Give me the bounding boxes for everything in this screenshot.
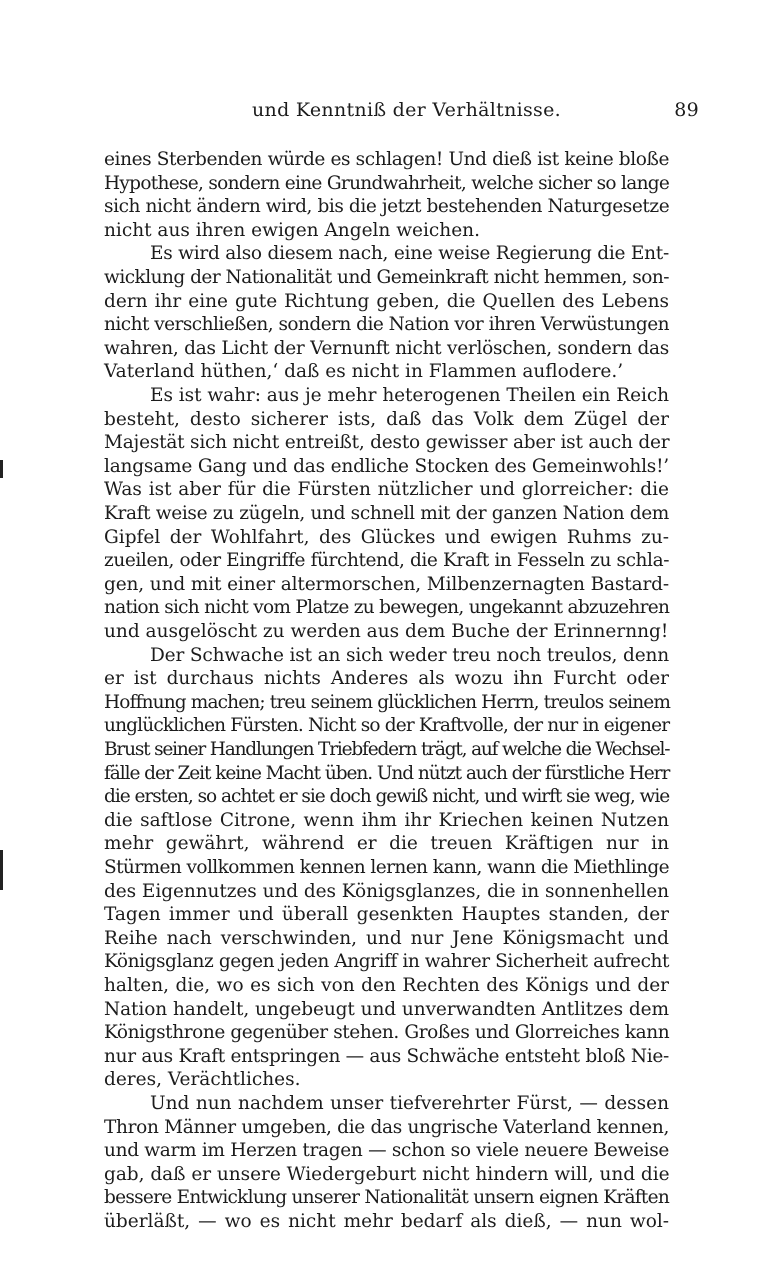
text-line: und warm im Herzen tragen — schon so viele neuere Beweise: [104, 1140, 669, 1162]
text-line: deres, Verächtliches.: [104, 1069, 301, 1091]
text-line: überläßt, — wo es nicht mehr bedarf als dieß, — nun wol-: [104, 1211, 669, 1232]
text-line: sich nicht ändern wird, bis die jetzt bestehenden Naturgesetze: [104, 196, 670, 218]
text-line: Kraft weise zu zügeln, und schnell mit der ganzen Nation dem: [104, 503, 669, 524]
text-line: bessere Entwicklung unserer Nationalität unsern eignen Kräften: [104, 1187, 669, 1209]
running-header: [104, 99, 699, 129]
text-line: Majestät sich nicht entreißt, desto gewisser aber ist auch der: [104, 432, 670, 454]
text-line: Nation handelt, ungebeugt und unverwandten Antlitzes dem: [104, 998, 669, 1020]
text-line: nicht verschließen, sondern die Nation vor ihren Verwüstungen: [104, 314, 669, 336]
text-line: zueilen, oder Eingriffe fürchtend, die Kraft in Fesseln zu schla-: [104, 550, 670, 572]
text-line: halten, die, wo es sich von den Rechten des Königs und der: [104, 975, 669, 996]
text-line: Hoffnung machen; treu seinem glücklichen Herrn, treulos seinem: [104, 691, 671, 713]
text-line: Es ist wahr: aus je mehr heterogenen Theilen ein Reich: [150, 385, 669, 406]
text-line: dern ihr eine gute Richtung geben, die Quellen des Lebens: [104, 290, 669, 312]
text-line: Brust seiner Handlungen Triebfedern trägt, auf welche die Wechsel-: [104, 739, 670, 760]
page-edge-mark-bottom: [0, 850, 3, 890]
text-line: die saftlose Citrone, wenn ihm ihr Kriechen keinen Nutzen: [104, 809, 669, 831]
text-line: Und nun nachdem unser tiefverehrter Fürst, — dessen: [150, 1093, 669, 1114]
text-line: Stürmen vollkommen kennen lernen kann, wann die Miethlinge: [104, 857, 669, 878]
text-line: des Eigennutzes und des Königsglanzes, die in sonnenhellen: [104, 880, 669, 902]
text-line: er ist durchaus nichts Anderes als wozu ihn Furcht oder: [104, 668, 669, 690]
text-line: Vaterland hüthen,‘ daß es nicht in Flammen auflodere.’: [104, 361, 624, 383]
text-line: die ersten, so achtet er sie doch gewiß nicht, und wirft sie weg, wie: [104, 786, 670, 808]
text-line: unglücklichen Fürsten. Nicht so der Kraftvolle, der nur in eigener: [104, 715, 670, 737]
text-line: nation sich nicht vom Platze zu bewegen, ungekannt abzuzehren: [104, 597, 670, 619]
text-line: nur aus Kraft entspringen — aus Schwäche entsteht bloß Nie-: [104, 1045, 669, 1067]
text-line: besteht, desto sicherer ists, daß das Volk dem Zügel der: [104, 408, 669, 430]
text-line: gen, und mit einer altermorschen, Milbenzernagten Bastard-: [104, 573, 669, 595]
text-line: Es wird also diesem nach, eine weise Regierung die Ent-: [150, 243, 669, 265]
text-line: eines Sterbenden würde es schlagen! Und dieß ist keine bloße: [104, 149, 669, 170]
text-line: Gipfel der Wohlfahrt, des Glückes und ewigen Ruhms zu-: [104, 526, 669, 548]
running-header-title: und Kenntniß der Verhältnisse.: [252, 99, 561, 121]
text-line: Königsglanz gegen jeden Angriff in wahrer Sicherheit aufrecht: [104, 951, 669, 973]
page-number: 89: [674, 99, 699, 121]
text-line: und ausgelöscht zu werden aus dem Buche der Erinnernng!: [104, 621, 669, 642]
text-line: wahren, das Licht der Vernunft nicht verlöschen, sondern das: [104, 337, 669, 359]
text-line: Tagen immer und überall gesenkten Hauptes standen, der: [104, 904, 669, 926]
text-line: nicht aus ihren ewigen Angeln weichen.: [104, 219, 480, 241]
text-line: Der Schwache ist an sich weder treu noch treulos, denn: [150, 644, 670, 666]
text-line: wicklung der Nationalität und Gemeinkraft nicht hemmen, son-: [104, 267, 670, 288]
text-line: langsame Gang und das endliche Stocken des Gemeinwohls!’: [104, 455, 669, 477]
text-line: fälle der Zeit keine Macht üben. Und nützt auch der fürstliche Herr: [104, 762, 670, 784]
text-line: Was ist aber für die Fürsten nützlicher und glorreicher: die: [104, 479, 669, 501]
page-edge-mark-top: [0, 460, 3, 478]
text-line: Reihe nach verschwinden, und nur Jene Königsmacht und: [104, 927, 669, 949]
text-line: gab, daß er unsere Wiedergeburt nicht hindern will, und die: [104, 1163, 670, 1185]
text-line: Hypothese, sondern eine Grundwahrheit, welche sicher so lange: [104, 172, 670, 194]
text-line: Königsthrone gegenüber stehen. Großes und Glorreiches kann: [104, 1022, 670, 1044]
text-line: Thron Männer umgeben, die das ungrische Vaterland kennen,: [104, 1116, 670, 1138]
text-line: mehr gewährt, während er die treuen Kräftigen nur in: [104, 833, 669, 855]
